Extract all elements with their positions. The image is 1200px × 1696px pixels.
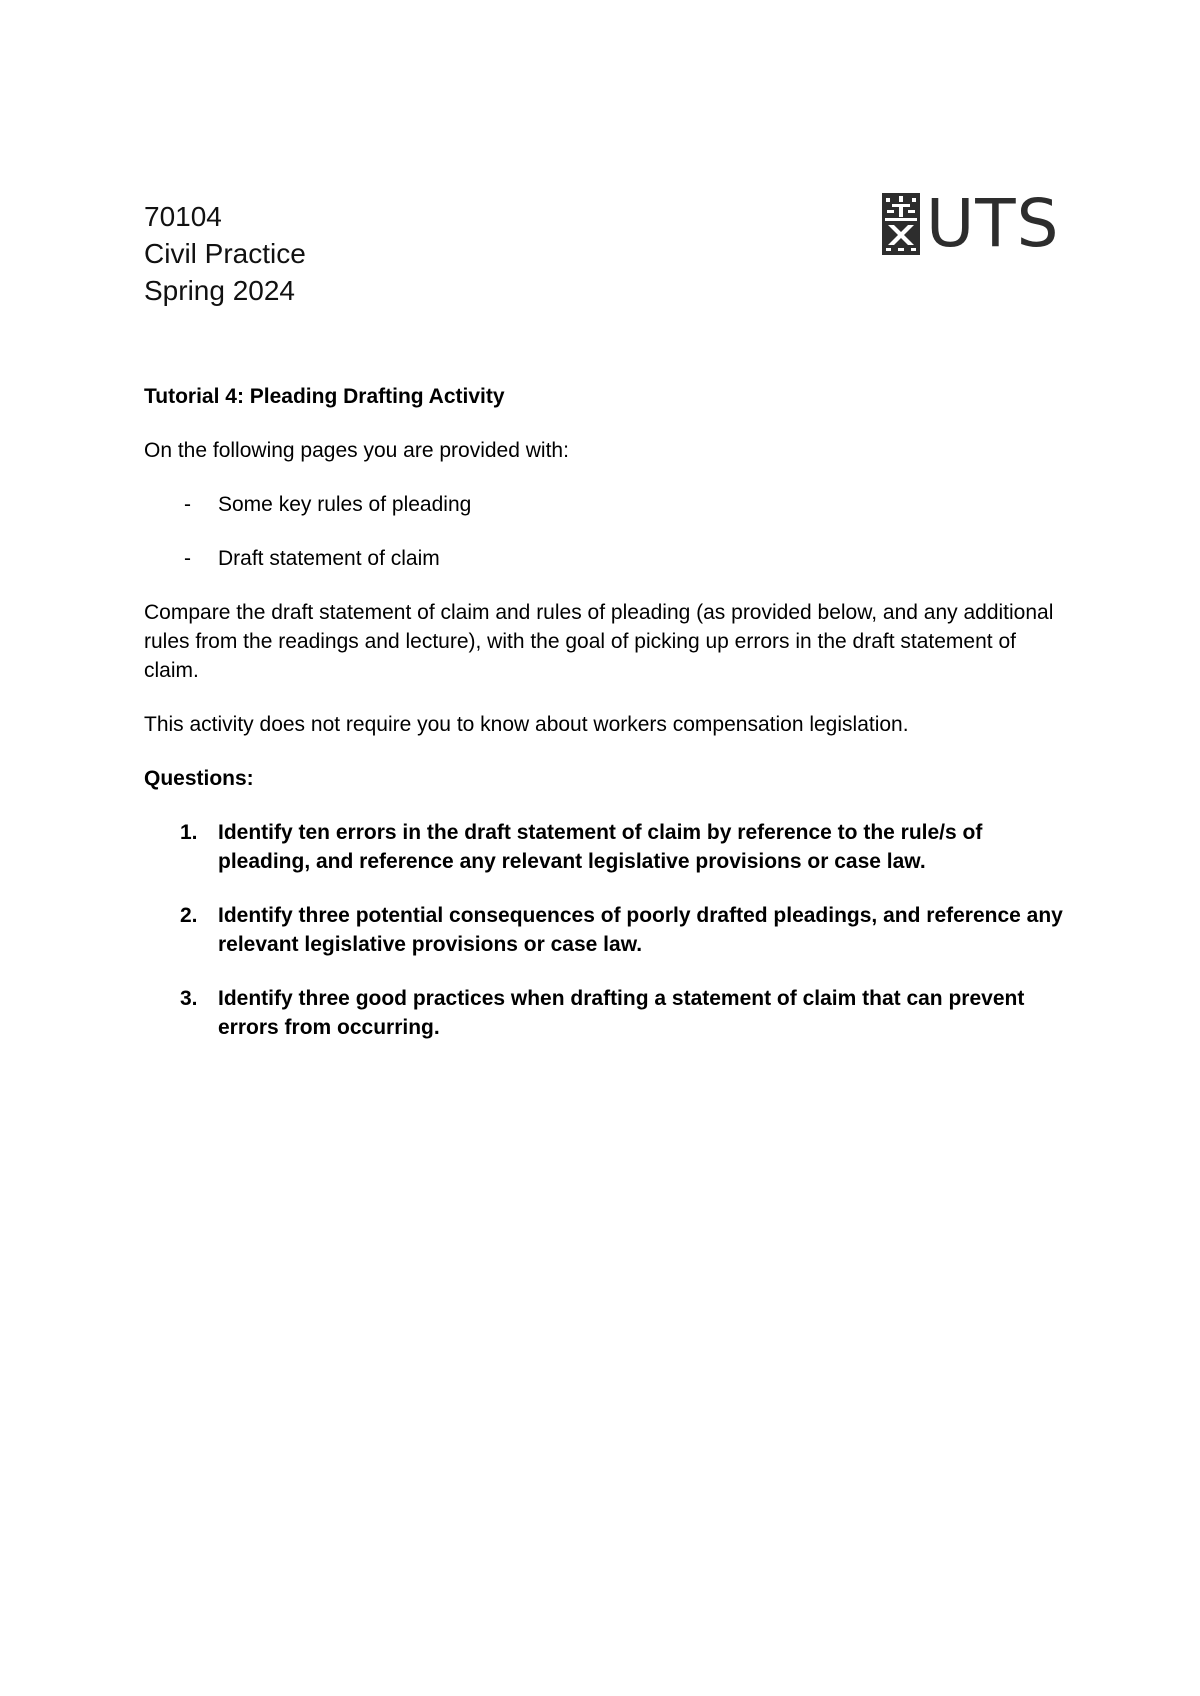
list-bullet: - <box>184 493 191 516</box>
question-number: 2. <box>180 904 198 927</box>
course-code: 70104 <box>144 201 222 232</box>
session-label: Spring 2024 <box>144 275 296 306</box>
uts-crest-icon <box>882 193 920 255</box>
course-header <box>144 198 306 309</box>
logo-text: UTS <box>926 185 1060 262</box>
list-item-text: Some key rules of pleading <box>218 493 472 516</box>
list-item <box>144 490 1064 519</box>
question-item <box>144 984 1064 1042</box>
list-item-text: Draft statement of claim <box>218 547 440 570</box>
intro-text: On the following pages you are provided with: <box>144 439 569 462</box>
document-body <box>144 382 1064 1067</box>
list-bullet: - <box>184 547 191 570</box>
question-item <box>144 901 1064 959</box>
note-paragraph: This activity does not require you to know about workers compensation legislation. <box>144 713 909 736</box>
question-text: Identify three good practices when drafting a statement of claim that can prevent errors from occurring. <box>218 987 1025 1039</box>
questions-list <box>144 818 1064 1042</box>
course-name: Civil Practice <box>144 238 306 269</box>
question-text: Identify ten errors in the draft statement of claim by reference to the rule/s of pleading, and reference any relevant legislative provisions or case law. <box>218 821 983 873</box>
list-item <box>144 544 1064 573</box>
provided-items-list <box>144 490 1064 573</box>
questions-heading: Questions: <box>144 767 254 790</box>
instructions-paragraph: Compare the draft statement of claim and rules of pleading (as provided below, and any additional rules from the readings and lecture), with the goal of picking up errors in the draft statement of claim. <box>144 601 1054 682</box>
question-text: Identify three potential consequences of poorly drafted pleadings, and reference any relevant legislative provisions or case law. <box>218 904 1063 956</box>
question-item <box>144 818 1064 876</box>
question-number: 3. <box>180 987 198 1010</box>
uts-logo <box>882 185 1060 262</box>
tutorial-title: Tutorial 4: Pleading Drafting Activity <box>144 385 505 408</box>
question-number: 1. <box>180 821 198 844</box>
